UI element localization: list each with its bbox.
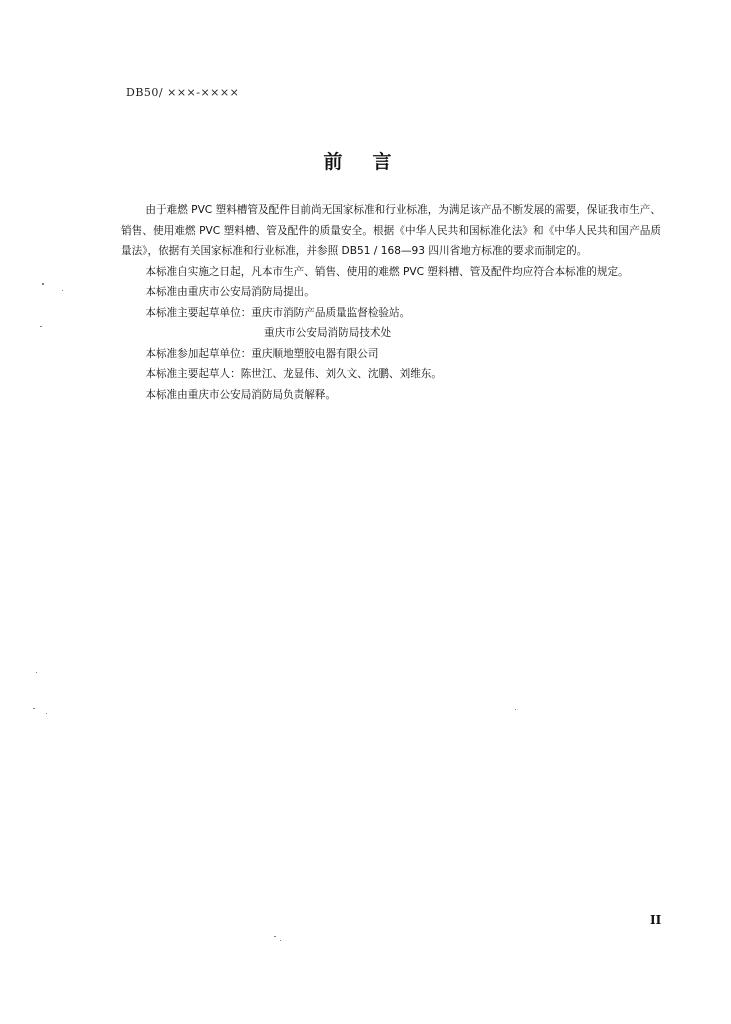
scan-speck: [36, 672, 37, 673]
paragraph-participating-unit: 本标准参加起草单位：重庆顺地塑胶电器有限公司: [145, 347, 379, 360]
page-number: II: [650, 913, 662, 927]
scan-speck: [515, 709, 516, 710]
paragraph-proposed-by: 本标准由重庆市公安局消防局提出。: [145, 286, 315, 298]
paragraph-intro: 由于难燃 PVC 塑料槽管及配件目前尚无国家标准和行业标准，为满足该产品不断发展的需要，保证我市生产、销售、使用难燃 PVC 塑料槽、管及配件的质量安全。根据《中华人民共和国标准化法》和《中华人民共和国产品质量法》，依据有关国家标准和行业标准，并参照 DB51 / 168—93 四川省地方标准的要求而制定的。: [121, 204, 661, 257]
paragraph-main-drafters: 本标准主要起草人：陈世江、龙显伟、刘久文、沈鹏、刘维东。: [145, 368, 442, 380]
paragraph-main-drafting-units: 本标准主要起草单位：重庆市消防产品质量监督检验站。: [145, 306, 411, 319]
paragraph-interpretation: 本标准由重庆市公安局消防局负责解释。: [145, 388, 337, 401]
scan-speck: [46, 713, 47, 714]
page-title: 前言: [323, 151, 422, 173]
scan-speck: [42, 283, 44, 285]
standard-code: DB50/ ×××-××××: [126, 86, 240, 99]
scan-speck: [274, 936, 276, 937]
foreword-body: [121, 200, 661, 405]
paragraph-main-drafting-units-cont: 重庆市公安局消防局技术处: [264, 327, 392, 339]
scan-speck: [40, 326, 42, 327]
scan-speck: [280, 940, 281, 941]
scan-speck: [33, 708, 35, 709]
scan-speck: [62, 290, 63, 291]
paragraph-effective: 本标准自实施之日起，凡本市生产、销售、使用的难燃 PVC 塑料槽、管及配件均应符合本标准的规定。: [145, 265, 629, 278]
